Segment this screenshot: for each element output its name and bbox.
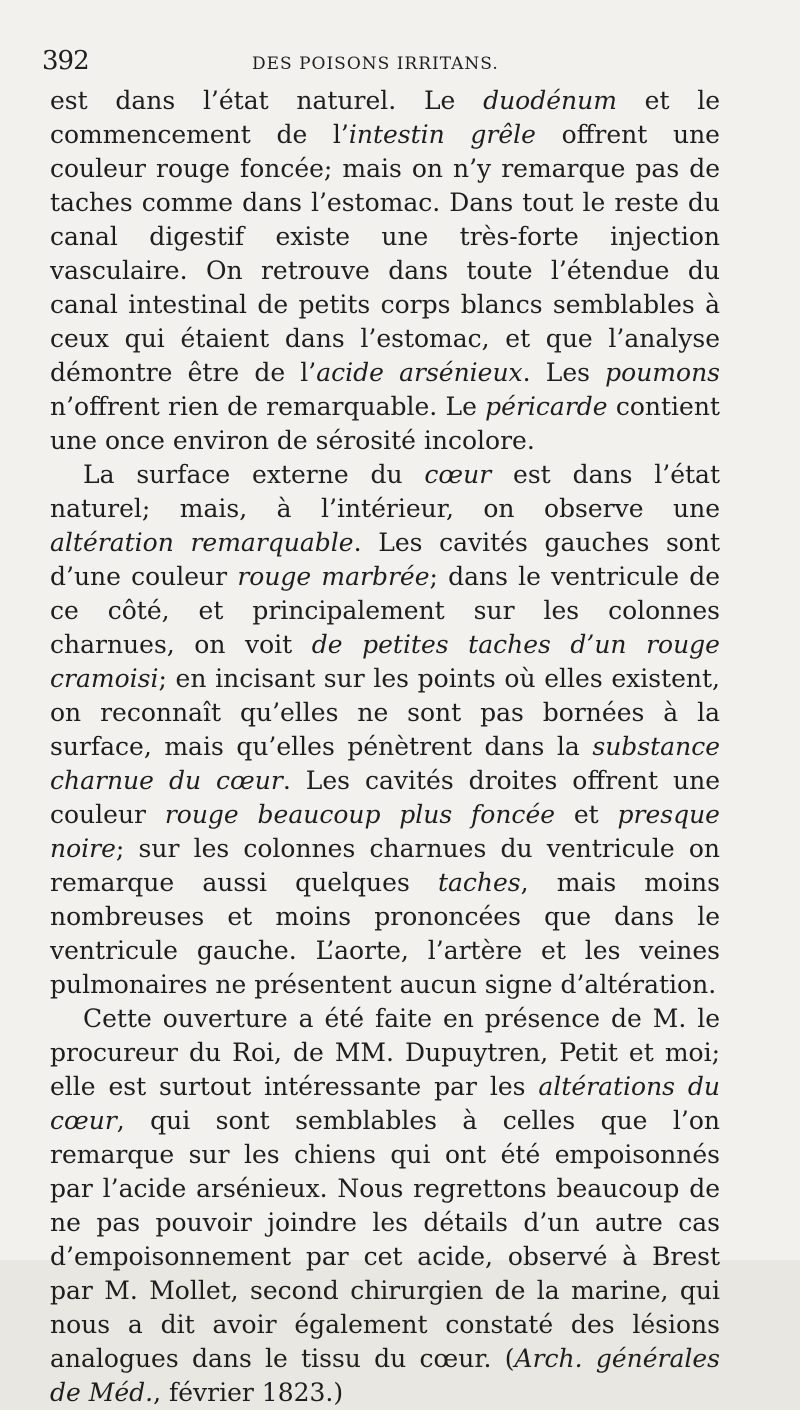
italic-citation: Arch. générales de Méd. [50,1344,720,1407]
italic-term: poumons [605,358,720,387]
text-run: contient une once environ de sérosité incolore. [50,392,720,455]
page-text [50,84,720,1410]
italic-term: altérations du cœur [50,1072,720,1135]
italic-term: rouge marbrée [237,562,430,591]
text-run: est dans l’état naturel; mais, à l’intérieur, on observe une [50,460,720,523]
text-run: . Les cavités gauches sont d’une couleur [50,528,720,591]
text-run: et le commencement de l’ [50,86,720,149]
running-title: DES POISONS IRRITANS. [252,54,499,74]
text-run: . Les cavités droites offrent une couleur [50,766,720,829]
paragraph-autopsy-note [50,1002,720,1410]
italic-term: péricarde [485,392,608,421]
text-run: Cette ouverture a été faite en présence de M. le procureur du Roi, de MM. Dupuytren, Petit et moi; elle est surtout intéressante par les [50,1004,720,1101]
text-run: , qui sont semblables à celles que l’on remarque sur les chiens qui ont été empoisonnés par l’acide arsénieux. Nous regrettons beaucoup de ne pas pouvoir joindre les détails d’un autre cas d’empoisonnement par cet acide, observé à Brest par M. Mollet, second chirurgien de la marine, qui nous a dit avoir également constaté des lésions analogues dans le tissu du cœur. ( [50,1106,720,1373]
italic-term: rouge beaucoup plus foncée [164,800,556,829]
italic-term: intestin grêle [348,120,536,149]
text-run: n’offrent rien de remarquable. Le [50,392,486,421]
text-run: , mais moins nombreuses et moins prononcées que dans le ventricule gauche. L’aorte, l’artère et les veines pulmonaires ne présentent aucun signe d’altération. [50,868,720,999]
italic-term: taches [437,868,521,897]
paragraph-heart-description [50,458,720,1002]
italic-term: de petites taches d’un rouge cramoisi [50,630,720,693]
text-run: offrent une couleur rouge foncée; mais on n’y remarque pas de taches comme dans l’estomac. Dans tout le reste du canal digestif existe une très-forte injection vasculaire. On retrouve dans toute l’étendue du canal intestinal de petits corps blancs semblables à ceux qui étaient dans l’estomac, et que l’analyse démontre être de l’ [50,120,720,387]
italic-term: cœur [424,460,492,489]
italic-term: presque noire [50,800,720,863]
paragraph-continuation [50,84,720,458]
italic-term: duodénum [483,86,617,115]
text-run: , février 1823.) [153,1378,344,1407]
text-run: est dans l’état naturel. Le [50,86,484,115]
page-number: 392 [42,46,89,76]
page-header [42,42,762,82]
text-run: ; dans le ventricule de ce côté, et principalement sur les colonnes charnues, on voit [50,562,720,659]
text-run: et [555,800,618,829]
text-run: ; sur les colonnes charnues du ventricule on remarque aussi quelques [50,834,720,897]
text-run: La surface externe du [83,460,425,489]
italic-term: substance charnue du cœur [50,732,720,795]
text-run: ; en incisant sur les points où elles existent, on reconnaît qu’elles ne sont pas bornées à la surface, mais qu’elles pénètrent dans la [50,664,720,761]
text-run: . Les [522,358,606,387]
italic-term: acide arsénieux [316,358,523,387]
italic-term: altération remarquable [50,528,354,557]
